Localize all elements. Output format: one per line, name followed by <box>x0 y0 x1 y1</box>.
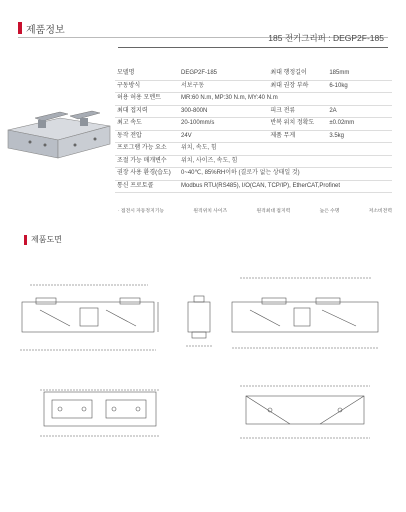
spec-value: 위치, 속도, 힘 <box>179 143 392 156</box>
spec-label: 피크 전류 <box>268 105 327 118</box>
spec-label: 프로그램 가능 요소 <box>115 143 179 156</box>
option-item: 원격위치 사이즈 <box>193 209 228 214</box>
spec-label: 구동방식 <box>115 80 179 93</box>
model-title: 185 전기그리퍼 : DEGP2F-185 <box>268 33 384 43</box>
side-view-drawing <box>186 296 212 346</box>
spec-value: 20-100mm/s <box>179 118 268 131</box>
spec-value: 2A <box>327 105 392 118</box>
spec-label: 반복 위치 정확도 <box>268 118 327 131</box>
spec-value: ±0.02mm <box>327 118 392 131</box>
spec-table <box>115 68 392 193</box>
spec-label: 최대 행정길이 <box>268 68 327 80</box>
spec-row <box>115 180 392 193</box>
spec-row <box>115 105 392 118</box>
spec-value: 0~40℃, 85%RH이하 (결로가 없는 상태일 것) <box>179 168 392 181</box>
spec-row <box>115 118 392 131</box>
spec-row <box>115 68 392 80</box>
bottom-view-drawing <box>40 390 160 436</box>
product-photo <box>0 90 120 180</box>
model-divider <box>118 47 388 48</box>
spec-row <box>115 168 392 181</box>
drawing-accent-bar <box>24 235 27 245</box>
spec-value: 6-10kg <box>327 80 392 93</box>
technical-drawings <box>0 250 406 512</box>
spec-label: 통신 프로토콜 <box>115 180 179 193</box>
spec-label: 허용 허용 모멘트 <box>115 93 179 106</box>
spec-row <box>115 130 392 143</box>
spec-label: 조절 가능 매개변수 <box>115 155 179 168</box>
option-item: 원격최대 접지력 <box>256 209 291 214</box>
front-view-drawing <box>20 285 158 350</box>
spec-label: 최대 접지력 <box>115 105 179 118</box>
option-item: 저소비전력 <box>368 209 392 214</box>
spec-value: MR:60 N.m, MP:30 N.m, MY:40 N.m <box>179 93 392 106</box>
spec-value: 3.5kg <box>327 130 392 143</box>
header-accent-bar <box>18 22 22 34</box>
spec-label: 최대 권장 부하 <box>268 80 327 93</box>
spec-value: 300-800N <box>179 105 268 118</box>
spec-value: DEGP2F-185 <box>179 68 268 80</box>
spec-row <box>115 155 392 168</box>
spec-label: 동작 전압 <box>115 130 179 143</box>
spec-value: 24V <box>179 130 268 143</box>
spec-value: 서보구동 <box>179 80 268 93</box>
spec-row <box>115 93 392 106</box>
options-row <box>118 207 392 214</box>
spec-row <box>115 80 392 93</box>
end-view-drawing <box>240 386 370 438</box>
spec-label: 최고 속도 <box>115 118 179 131</box>
option-item: 높은 수명 <box>319 209 340 214</box>
spec-value: 185mm <box>327 68 392 80</box>
option-item: · 접전시 자동정지기능 <box>118 209 164 214</box>
spec-value: 위치, 사이즈, 속도, 힘 <box>179 155 392 168</box>
spec-label: 모델명 <box>115 68 179 80</box>
spec-value: Modbus RTU(RS485), I/O(CAN, TCP/IP), EtherCAT,Profinet <box>179 180 392 193</box>
spec-label: 제품 무게 <box>268 130 327 143</box>
top-view-drawing <box>232 278 378 348</box>
drawing-section-title: 제품도면 <box>31 235 62 244</box>
spec-row <box>115 143 392 156</box>
spec-label: 권장 사용 환경(습도) <box>115 168 179 181</box>
page-title: 제품정보 <box>26 25 65 36</box>
